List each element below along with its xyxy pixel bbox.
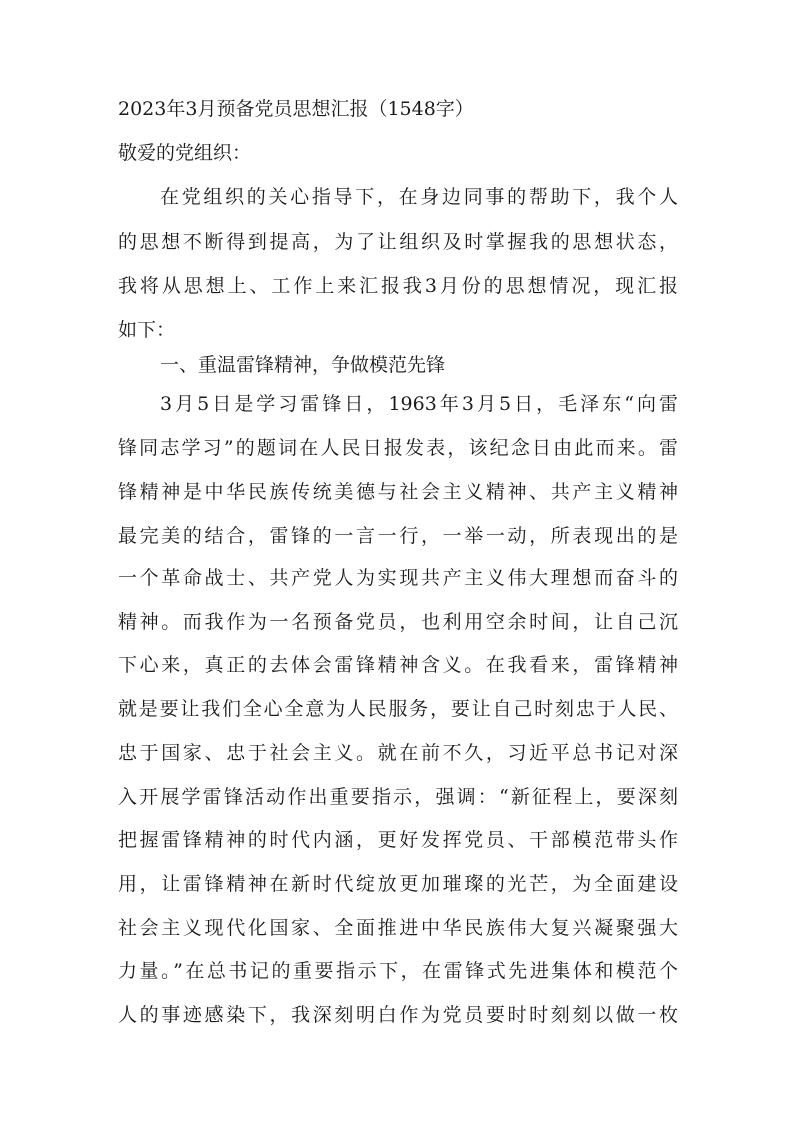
salutation: 敬爱的党组织： [118, 142, 252, 164]
intro-line: 如下： [118, 319, 176, 341]
body-line: 人的事迹感染下，我深刻明白作为党员要时时刻刻以做一枚 [118, 1004, 678, 1026]
body-line: 精神。而我作为一名预备党员，也利用空余时间，让自己沉 [118, 611, 678, 633]
body-line: 忠于国家、忠于社会主义。就在前不久，习近平总书记对深 [118, 742, 678, 764]
body-line: 入开展学雷锋活动作出重要指示，强调：“新征程上，要深刻 [118, 786, 678, 808]
body-line: 锋同志学习”的题词在人民日报发表，该纪念日由此而来。雷 [118, 437, 678, 459]
intro-line: 在党组织的关心指导下，在身边同事的帮助下，我个人 [160, 186, 678, 208]
body-line: 把握雷锋精神的时代内涵，更好发挥党员、干部模范带头作 [118, 829, 678, 851]
body-line: 就是要让我们全心全意为人民服务，要让自己时刻忠于人民、 [118, 698, 678, 720]
body-line: 锋精神是中华民族传统美德与社会主义精神、共产主义精神 [118, 481, 678, 503]
body-line: 力量。”在总书记的重要指示下，在雷锋式先进集体和模范个 [118, 960, 678, 982]
body-line: 3月5日是学习雷锋日，1963年3月5日，毛泽东“向雷 [160, 393, 678, 415]
intro-line: 我将从思想上、工作上来汇报我3月份的思想情况，现汇报 [118, 275, 678, 297]
body-line: 用，让雷锋精神在新时代绽放更加璀璨的光芒，为全面建设 [118, 873, 678, 895]
intro-line: 的思想不断得到提高，为了让组织及时掌握我的思想状态， [118, 231, 678, 253]
document-title: 2023年3月预备党员思想汇报（1548字） [118, 98, 474, 120]
body-line: 最完美的结合，雷锋的一言一行，一举一动，所表现出的是 [118, 525, 678, 547]
body-line: 社会主义现代化国家、全面推进中华民族伟大复兴凝聚强大 [118, 917, 678, 939]
body-line: 一个革命战士、共产党人为实现共产主义伟大理想而奋斗的 [118, 567, 678, 589]
body-line: 下心来，真正的去体会雷锋精神含义。在我看来，雷锋精神 [118, 654, 678, 676]
section-heading: 一、重温雷锋精神，争做模范先锋 [160, 354, 446, 376]
